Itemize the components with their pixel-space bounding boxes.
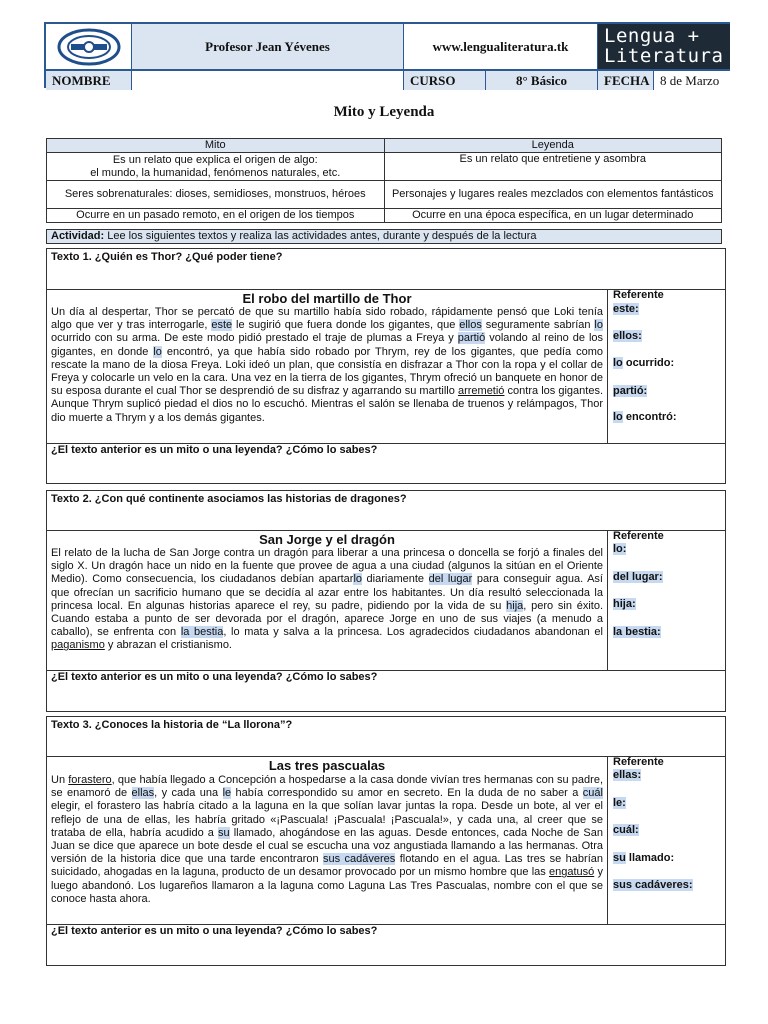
text-block-1: [46, 248, 726, 484]
table-cell: Es un relato que explica el origen de algo: el mundo, la humanidad, fenómenos naturales, etc.: [47, 153, 385, 181]
activity-instructions: [46, 229, 722, 244]
story-title: San Jorge y el dragón: [259, 532, 395, 547]
brand-logo: [598, 24, 730, 69]
referent-word: lo: [613, 357, 623, 369]
page-title: Mito y Leyenda: [333, 104, 435, 120]
worksheet-header: [44, 22, 730, 88]
referent-item: la bestia:: [613, 626, 661, 638]
story-title: Las tres pascualas: [268, 758, 386, 773]
referent-item: le:: [613, 797, 626, 809]
referent-word: lo: [613, 411, 623, 423]
story-text: Un forastero, que había llegado a Concepción a hospedarse a la casa donde vivían tres hermanas con su padre, se enamoró de ellas, y cada una le había correspondido su amor en secreto. En la duda de no saber a cuál elegir, el forastero las habría citado a la laguna en la que solían lavar juntas la ropa. Desde un bote, al ver el reflejo de una de ellas, les habría gritado «¡Pascuala! ¡Pascuala! ¡Pascuala!», y cada una, al creer que se trataba de ella, habría acudido a su llamado, ahogándose en las aguas. Desde entonces, cada Noche de San Juan se dice que aparece un bote desde el cual se escucha una voz angustiada llamando a las hermanas. Otra versión de la historia dice que una tarde encontraron sus cadáveres flotando en el agua. Las tres se habrían suicidado, ahogadas en la laguna, producto de un desamor provocado por un mismo hombre que las engatusó y luego abandonó. Los lugareños llamaron a la laguna como Laguna Las Tres Pascualas, nombre con el que se conoce hasta ahora.: [51, 774, 603, 905]
story-text: El relato de la lucha de San Jorge contra un dragón para liberar a una princesa o doncella se forjó a finales del siglo X. Un dragón hace un nido en la fuente que provee de agua a una ciudad (algunos la sitúan en el Oriente Medio). Como consecuencia, los ciudadanos debían apartarlo diariamente del lugar para conseguir agua. Así que ofrecían un sacrificio humano que se decidía al azar entre los habitantes. Un día resultó seleccionada la princesa local. En algunas historias aparece el rey, su padre, pidiendo por la vida de su hija, pero sin éxito. Cuando estaba a punto de ser devorada por el dragón, aparece Jorge en uno de sus viajes (a menudo a caballo), se enfrenta con la bestia, lo mata y salva a la princesa. Los agradecidos ciudadanos abandonan el paganismo y abrazan el cristianismo.: [51, 547, 603, 652]
referent-item: este:: [613, 303, 639, 315]
table-cell: Personajes y lugares reales mezclados con elementos fantásticos: [384, 181, 722, 209]
teacher-name: Profesor Jean Yévenes: [132, 24, 404, 69]
fecha-value: 8 de Marzo: [654, 71, 730, 90]
referent-label: llamado:: [628, 852, 675, 864]
school-seal-icon: [57, 28, 121, 66]
table-cell: Ocurre en una época específica, en un lugar determinado: [384, 209, 722, 223]
referent-item: [613, 852, 674, 864]
referent-word: su: [613, 852, 626, 864]
story-title: El robo del martillo de Thor: [242, 291, 412, 306]
referent-label: encontró:: [625, 411, 677, 423]
divider: [607, 756, 608, 924]
mito-leyenda-table: [46, 138, 722, 223]
table-cell: Es un relato que entretiene y asombra: [384, 153, 722, 181]
table-cell: Seres sobrenaturales: dioses, semidioses, monstruos, héroes: [47, 181, 385, 209]
fecha-label: FECHA: [598, 71, 654, 90]
brand-line-1: Lengua +: [604, 25, 700, 47]
activity-label: Actividad:: [51, 230, 105, 242]
post-reading-question: ¿El texto anterior es un mito o una leyenda? ¿Cómo lo sabes?: [51, 444, 378, 456]
website-link[interactable]: www.lengualiteratura.tk: [404, 24, 598, 69]
referent-item: hija:: [613, 598, 636, 610]
pre-reading-question: Texto 3. ¿Conoces la historia de “La llorona”?: [51, 719, 293, 731]
referent-item: sus cadáveres:: [613, 879, 693, 891]
text-block-3: [46, 716, 726, 966]
divider: [607, 289, 608, 443]
referent-title: Referente: [613, 289, 664, 301]
table-cell: Ocurre en un pasado remoto, en el origen de los tiempos: [47, 209, 385, 223]
school-logo: [46, 24, 132, 69]
pre-reading-question: Texto 1. ¿Quién es Thor? ¿Qué poder tiene?: [51, 251, 283, 263]
post-reading-question: ¿El texto anterior es un mito o una leyenda? ¿Cómo lo sabes?: [51, 671, 378, 683]
brand-line-2: Literatura: [604, 45, 724, 67]
referent-title: Referente: [613, 530, 664, 542]
referent-item: lo:: [613, 543, 627, 555]
post-reading-question: ¿El texto anterior es un mito o una leyenda? ¿Cómo lo sabes?: [51, 925, 378, 937]
text-block-2: [46, 490, 726, 712]
table-header-mito: Mito: [47, 139, 385, 153]
referent-item: [613, 411, 677, 423]
table-header-leyenda: Leyenda: [384, 139, 722, 153]
pre-reading-question: Texto 2. ¿Con qué continente asociamos las historias de dragones?: [51, 493, 407, 505]
referent-item: partió:: [613, 385, 648, 397]
referent-item: ellas:: [613, 769, 642, 781]
activity-text: Lee los siguientes textos y realiza las actividades antes, durante y después de la lectura: [104, 230, 537, 242]
referent-item: ellos:: [613, 330, 642, 342]
referent-item: cuál:: [613, 824, 639, 836]
curso-value: 8° Básico: [486, 71, 598, 90]
story-text: Un día al despertar, Thor se percató de que su martillo había sido robado, rápidamente pensó que Loki tenía algo que ver y tras interrogarle, este le sugirió que fuera donde los gigantes, que ellos seguramente sabrían lo ocurrido con su arma. De este modo pidió prestado el traje de plumas a Freya y partió volando al reino de los gigantes, en donde lo encontró, ya que había sido robado por Thrym, rey de los gigantes, que pedía como rescate la mano de la diosa Freya. Loki ideó un plan, que consistía en disfrazar a Thor con la ropa y el collar de Freya y colocarle un velo en la cara. Una vez en la tierra de los gigantes, Thrym ofreció un banquete en honor de su esposa durante el cual Thor se desprendió de su disfraz y agarrando su martillo arremetió contra los gigantes. Aunque Thrym suplicó piedad el dios no lo escuchó. Mientras el salón se llenaba de truenos y relámpagos, Thor dio muerte a Thrym y a los demás gigantes.: [51, 306, 604, 424]
nombre-label: NOMBRE: [46, 71, 132, 90]
referent-label: ocurrido:: [625, 357, 675, 369]
referent-item: del lugar:: [613, 571, 663, 583]
referent-title: Referente: [613, 756, 664, 768]
nombre-field[interactable]: [132, 71, 404, 90]
divider: [607, 530, 608, 670]
curso-label: CURSO: [404, 71, 486, 90]
referent-item: [613, 357, 674, 369]
